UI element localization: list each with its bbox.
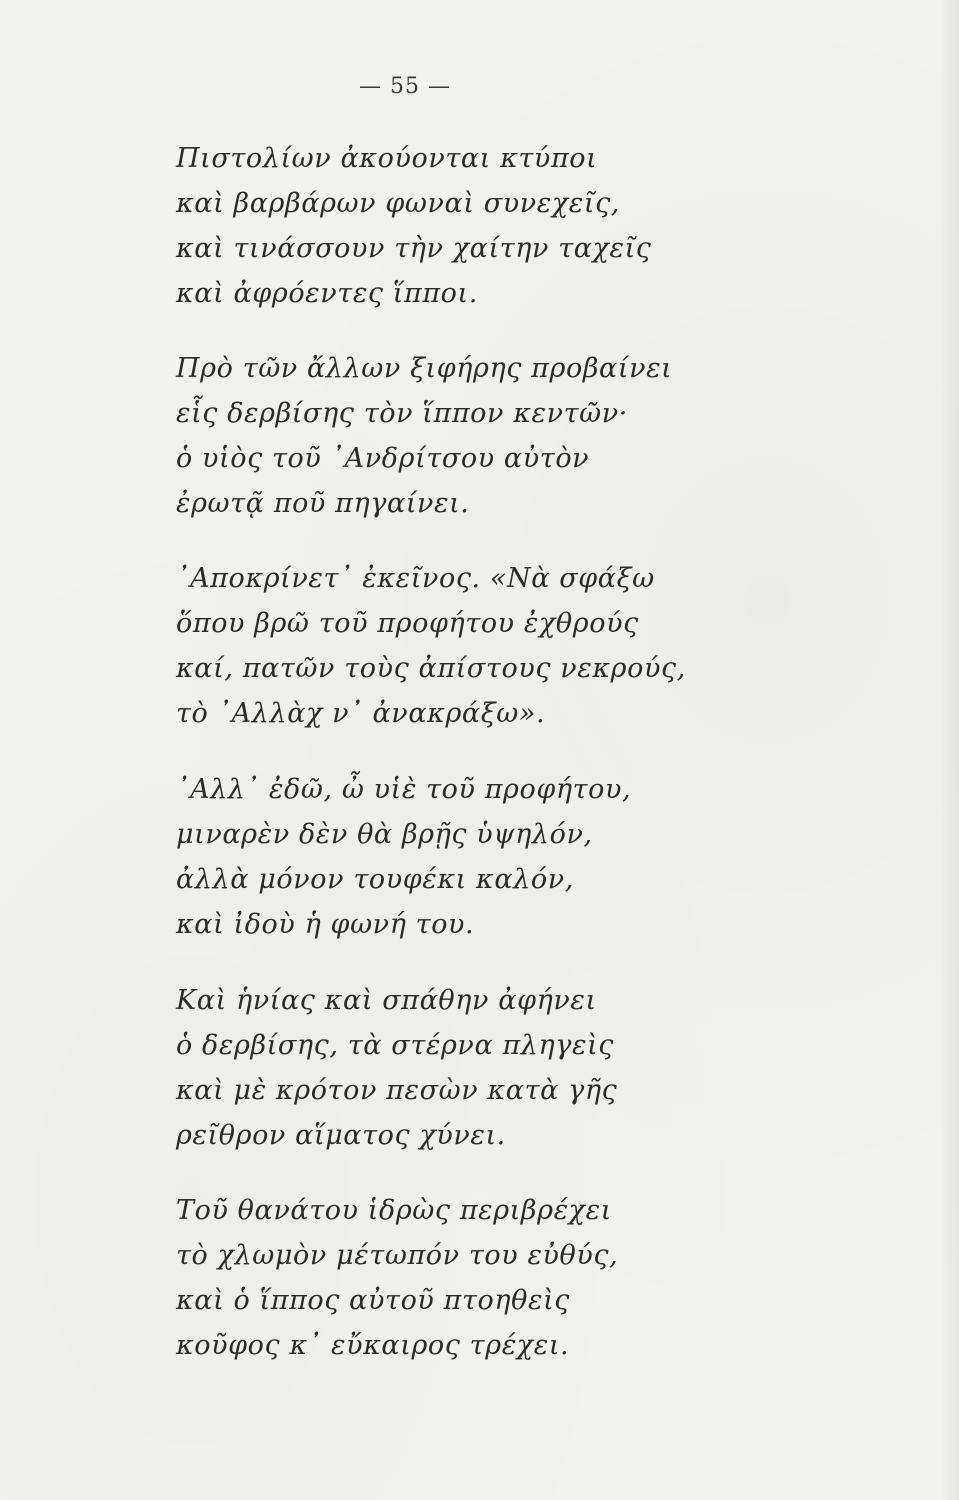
verse-line: Πιστολίων ἀκούονται κτύποι xyxy=(176,143,598,174)
verse-line: Καὶ ἡνίας καὶ σπάθην ἀφήνει xyxy=(176,985,597,1016)
verse-line: καὶ ἀφρόεντες ἵπποι. xyxy=(176,278,478,309)
verse-line: εἷς δερβίσης τὸν ἵππον κεντῶν· xyxy=(176,398,628,429)
stanza xyxy=(176,136,696,316)
verse-line: ᾿Αποκρίνετ᾿ ἐκεῖνος. «Νὰ σφάξω xyxy=(176,563,655,594)
page-number: — 55 — xyxy=(359,74,451,99)
verse-line: Τοῦ θανάτου ἱδρὼς περιβρέχει xyxy=(176,1195,612,1226)
verse-line: καί, πατῶν τοὺς ἀπίστους νεκρούς, xyxy=(176,653,686,684)
stanza xyxy=(176,767,696,947)
verse-line: καὶ τινάσσουν τὴν χαίτην ταχεῖς xyxy=(176,233,652,264)
verse-line: ἀλλὰ μόνον τουφέκι καλόν, xyxy=(176,864,574,895)
verse-line: καὶ ὁ ἵππος αὐτοῦ πτοηθεὶς xyxy=(176,1285,570,1316)
verse-line: ἐρωτᾷ ποῦ πηγαίνει. xyxy=(176,488,470,519)
verse-line: ὅπου βρῶ τοῦ προφήτου ἐχθρούς xyxy=(176,608,639,639)
verse-line: ὁ υἱὸς τοῦ ᾿Ανδρίτσου αὐτὸν xyxy=(176,443,590,474)
verse-line: καὶ βαρβάρων φωναὶ συνεχεῖς, xyxy=(176,188,620,219)
stanza xyxy=(176,556,696,736)
verse-line: κοῦφος κ᾿ εὔκαιρος τρέχει. xyxy=(176,1330,570,1361)
verse-line: μιναρὲν δὲν θὰ βρῇς ὑψηλόν, xyxy=(176,819,593,850)
verse-line: καὶ ἰδοὺ ἡ φωνή του. xyxy=(176,909,475,940)
verse-line: ρεῖθρον αἵματος χύνει. xyxy=(176,1120,506,1151)
verse-line: τὸ χλωμὸν μέτωπόν του εὐθύς, xyxy=(176,1240,619,1271)
stanza xyxy=(176,978,696,1158)
verse-line: ὁ δερβίσης, τὰ στέρνα πληγεὶς xyxy=(176,1030,615,1061)
stanza xyxy=(176,1188,696,1368)
verse-line: τὸ ᾿Αλλὰχ ν᾿ ἀνακράξω». xyxy=(176,698,546,729)
page-edge-shadow xyxy=(941,0,959,1500)
verse-line: καὶ μὲ κρότον πεσὼν κατὰ γῆς xyxy=(176,1075,618,1106)
verse-line: ᾿Αλλ᾿ ἐδῶ, ὦ υἱὲ τοῦ προφήτου, xyxy=(176,774,632,805)
verse-line: Πρὸ τῶν ἄλλων ξιφήρης προβαίνει xyxy=(176,353,673,384)
stanza xyxy=(176,346,696,526)
